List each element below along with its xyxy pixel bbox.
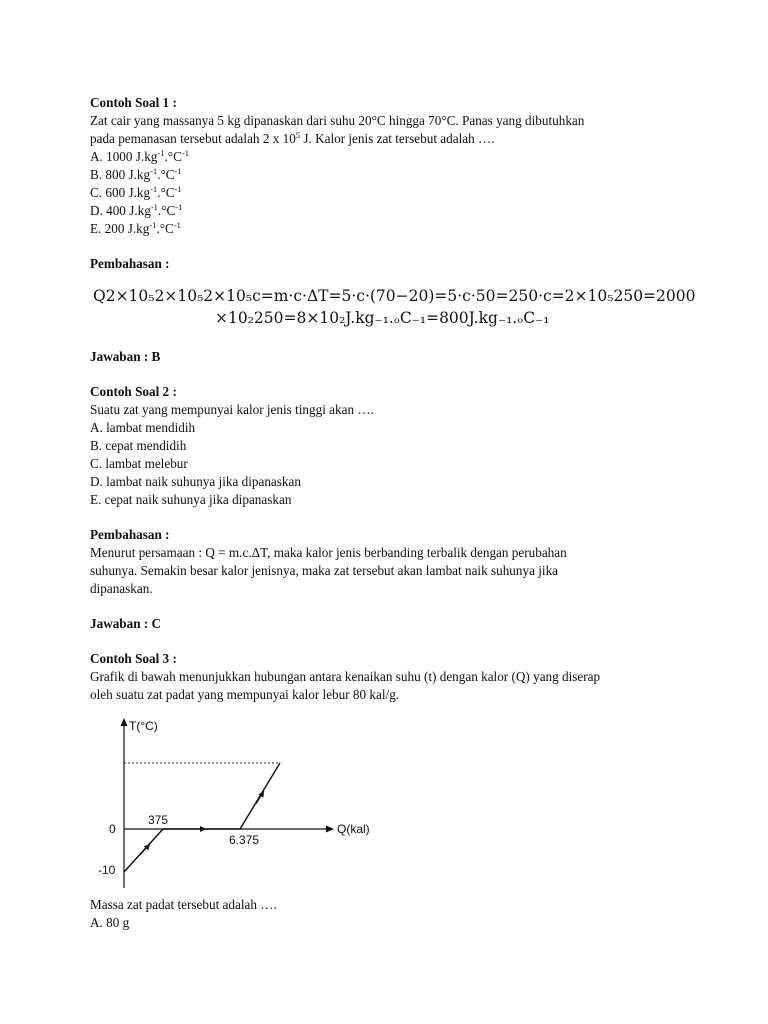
soal1-option-d: D. 400 $J.kg^{-1}.^\circ C^{-1}$ (90, 202, 183, 218)
soal2-pembahasan-line2: suhunya. Semakin besar kalor jenisnya, maka zat tersebut akan lambat naik suhunya jika (90, 563, 559, 578)
soal2-options (90, 419, 690, 509)
soal2-option-c: C. lambat melebur (90, 456, 188, 471)
soal3-followup: Massa zat padat tersebut adalah …. (90, 897, 277, 912)
soal3-heading: Contoh Soal 3 : (90, 651, 177, 666)
soal1-text-line2: pada pemanasan tersebut adalah 2 x $10^5$ J. Kalor jenis zat tersebut adalah …. (90, 130, 495, 146)
document-page (90, 94, 696, 704)
soal1-jawaban: Jawaban : B (90, 349, 161, 364)
soal1-heading: Contoh Soal 1 : (90, 95, 177, 110)
soal1-option-c: C. 600 $J.kg^{-1}.^\circ C^{-1}$ (90, 184, 182, 200)
soal2-pembahasan-line1: Menurut persamaan : Q = m.c.ΔT, maka kalor jenis berbanding terbalik dengan perubahan (90, 545, 567, 560)
x-axis-label: Q(kal) (337, 822, 370, 836)
y-axis-arrow-icon (121, 718, 128, 726)
soal1-options (90, 148, 690, 238)
tick-label-6375: 6.375 (229, 833, 260, 847)
soal2-option-b: B. cepat mendidih (90, 438, 187, 453)
soal3-question-line1: Grafik di bawah menunjukkan hubungan antara kenaikan suhu (t) dengan kalor (Q) yang diserap (90, 669, 601, 684)
soal1-option-b: B. 800 $J.kg^{-1}.^\circ C^{-1}$ (90, 166, 182, 182)
soal1-option-a: A. 1000 $J.kg^{-1}.^\circ C^{-1}$ (90, 148, 189, 164)
tick-label-minus10: -10 (98, 863, 116, 877)
curve-arrow-1 (140, 844, 150, 855)
y-axis-label: T(°C) (129, 719, 158, 733)
tick-label-375: 375 (148, 813, 169, 827)
soal3-followup-block (90, 896, 277, 932)
formula-line2: ×10₂250=8×10₂J.kg₋₁.ₒC₋₁=800J.kg₋₁.ₒC₋₁ (215, 309, 550, 327)
soal2-option-d: D. lambat naik suhunya jika dipanaskan (90, 474, 301, 489)
soal2-option-e: E. cepat naik suhunya jika dipanaskan (90, 492, 292, 507)
soal3-question-line2: oleh suatu zat padat yang mempunyai kalor lebur 80 kal/g. (90, 687, 400, 702)
x-axis-arrow-icon (326, 826, 334, 833)
soal2-question: Suatu zat yang mempunyai kalor jenis tinggi akan …. (90, 402, 374, 417)
tick-label-zero: 0 (109, 822, 116, 836)
curve-arrow-3 (256, 791, 264, 804)
soal1-formula (90, 285, 696, 329)
soal3-option-a: A. 80 g (90, 915, 130, 930)
soal1-option-e: E. 200 $J.kg^{-1}.^\circ C^{-1}$ (90, 220, 181, 236)
heating-curve-graph (96, 712, 396, 892)
soal1-pembahasan-label: Pembahasan : (90, 256, 170, 271)
soal2-heading: Contoh Soal 2 : (90, 384, 177, 399)
soal1-text-line1: Zat cair yang massanya 5 kg dipanaskan dari suhu 20°C hingga 70°C. Panas yang dibutuhkan (90, 113, 585, 128)
soal2-jawaban: Jawaban : C (90, 616, 162, 631)
soal2-option-a: A. lambat mendidih (90, 420, 196, 435)
soal2-pembahasan-line3: dipanaskan. (90, 581, 153, 596)
formula-line1: Q2×10₅2×10₅2×10₅c=m·c·ΔT=5·c·(70−20)=5·c·50=250·c=2×10₅250=2000 (93, 287, 696, 305)
soal2-pembahasan-label: Pembahasan : (90, 527, 170, 542)
